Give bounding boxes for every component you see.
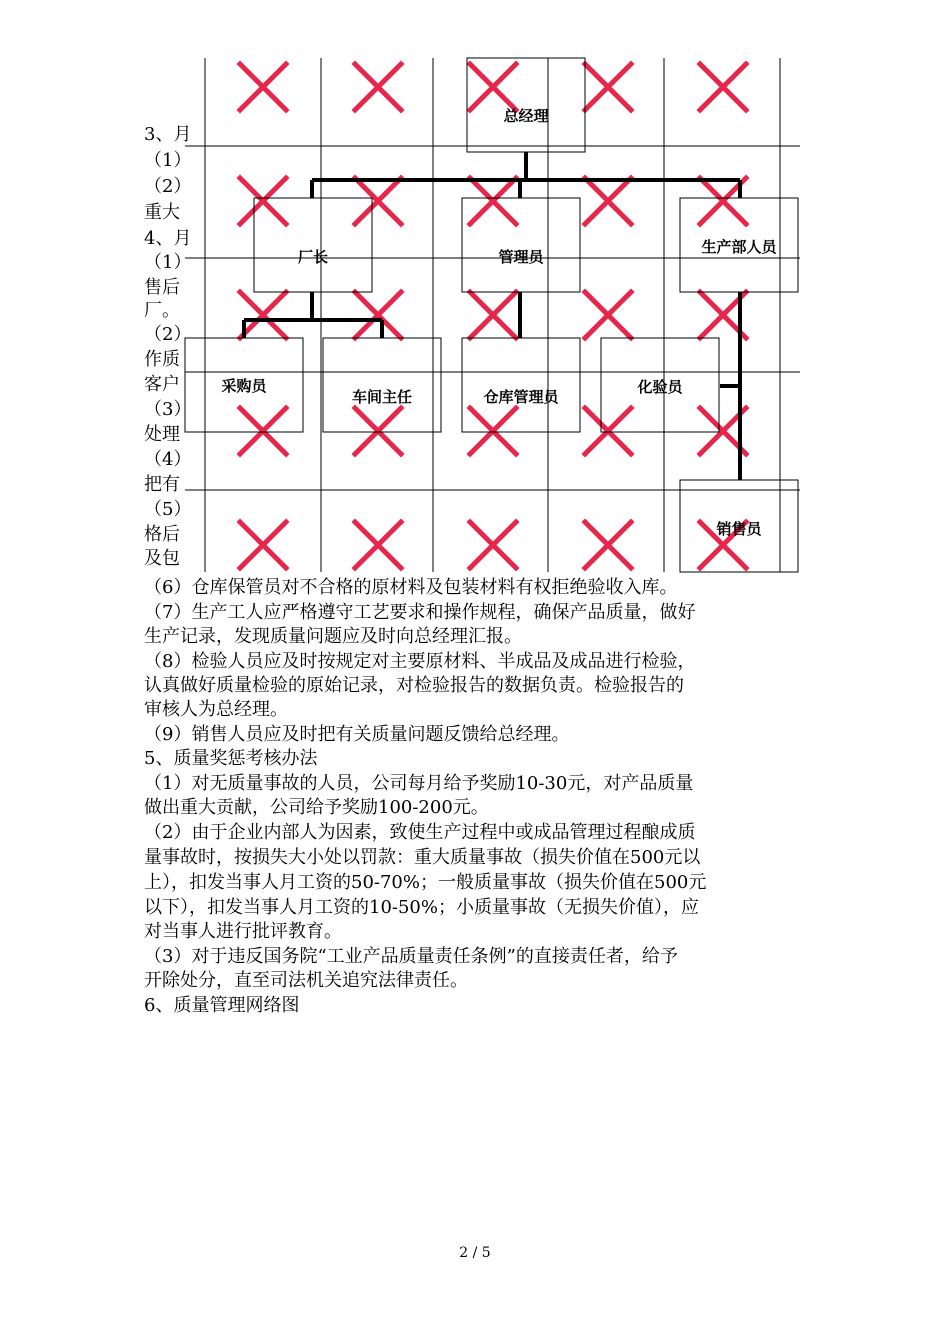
text-line: （8）检验人员应及时按规定对主要原材料、半成品及成品进行检验，	[144, 651, 696, 672]
org-chart	[0, 0, 950, 580]
text-line: （1）对无质量事故的人员，公司每月给予奖励10-30元，对产品质量	[144, 773, 694, 794]
fragment: （1）	[144, 150, 192, 171]
fragment: 3、月	[144, 124, 192, 145]
cross-icon	[355, 292, 401, 338]
cross-icon	[470, 408, 516, 454]
fragment: （4）	[144, 449, 192, 470]
cross-icon	[240, 522, 286, 568]
text-line: （6）仓库保管员对不合格的原材料及包装材料有权拒绝验收入库。	[144, 577, 678, 598]
org-box-workshop-director	[323, 338, 441, 432]
section-heading: 5、质量奖惩考核办法	[144, 748, 318, 769]
cross-icon	[585, 64, 631, 110]
cross-icon	[585, 292, 631, 338]
org-label-lab-tester: 化验员	[637, 378, 683, 396]
fragment: （2）	[144, 176, 192, 197]
cross-icon	[240, 178, 286, 224]
cross-icon	[585, 178, 631, 224]
cross-icon	[355, 178, 401, 224]
org-label-warehouse-manager: 仓库管理员	[483, 388, 559, 406]
fragment: 售后	[144, 277, 180, 298]
cross-icon	[470, 522, 516, 568]
org-label-ceo: 总经理	[503, 107, 549, 125]
text-line: （7）生产工人应严格遵守工艺要求和操作规程，确保产品质量，做好	[144, 602, 696, 623]
cross-icon	[470, 292, 516, 338]
text-line: 生产记录，发现质量问题应及时向总经理汇报。	[144, 626, 522, 647]
org-label-factory-director: 厂长	[297, 248, 329, 266]
text-line: （9）销售人员应及时把有关质量问题反馈给总经理。	[144, 724, 570, 745]
fragment: （2）	[144, 324, 192, 345]
fragment: （3）	[144, 399, 192, 420]
org-label-administrator: 管理员	[498, 248, 544, 266]
org-label-workshop-director: 车间主任	[351, 388, 413, 406]
org-label-production-staff: 生产部人员	[701, 238, 777, 256]
section-heading: 6、质量管理网络图	[144, 995, 300, 1016]
org-label-salesperson: 销售员	[716, 520, 762, 538]
fragment: 处理	[144, 424, 180, 445]
fragment: 及包	[144, 548, 180, 569]
org-label-purchaser: 采购员	[221, 377, 267, 395]
text-line: （3）对于违反国务院“工业产品质量责任条例”的直接责任者，给予	[144, 946, 678, 967]
cross-icon	[355, 522, 401, 568]
text-line: 对当事人进行批评教育。	[144, 921, 342, 942]
fragment: 重大	[144, 202, 180, 223]
org-box-ceo	[467, 58, 585, 152]
cross-icon	[470, 178, 516, 224]
fragment: 厂。	[144, 300, 180, 321]
text-line: （2）由于企业内部人为因素，致使生产过程中或成品管理过程酿成质	[144, 822, 696, 843]
fragment: 把有	[144, 474, 180, 495]
page-number: 2 / 5	[459, 1245, 491, 1261]
text-line: 以下），扣发当事人月工资的10-50%；小质量事故（无损失价值），应	[144, 897, 699, 918]
fragment: （1）	[144, 252, 192, 273]
text-line: 做出重大贡献，公司给予奖励100-200元。	[144, 797, 489, 818]
text-line: 审核人为总经理。	[144, 699, 288, 720]
cross-icon	[240, 292, 286, 338]
cross-icon	[585, 522, 631, 568]
cross-icon	[700, 64, 746, 110]
cross-icon	[240, 64, 286, 110]
text-line: 量事故时，按损失大小处以罚款：重大质量事故（损失价值在500元以	[144, 847, 701, 868]
text-line: 开除处分，直至司法机关追究法律责任。	[144, 970, 468, 991]
cross-marks	[240, 64, 746, 568]
fragment: （5）	[144, 499, 192, 520]
fragment: 客户	[144, 374, 180, 395]
cross-icon	[355, 64, 401, 110]
text-line: 认真做好质量检验的原始记录，对检验报告的数据负责。检验报告的	[144, 675, 684, 696]
text-line: 上），扣发当事人月工资的50-70%；一般质量事故（损失价值在500元	[144, 872, 707, 893]
fragment: 作质	[144, 349, 180, 370]
cross-icon	[585, 408, 631, 454]
fragment: 4、月	[144, 228, 192, 249]
fragment: 格后	[144, 524, 180, 545]
cross-icon	[355, 408, 401, 454]
cross-icon	[240, 408, 286, 454]
cross-icon	[470, 64, 516, 110]
